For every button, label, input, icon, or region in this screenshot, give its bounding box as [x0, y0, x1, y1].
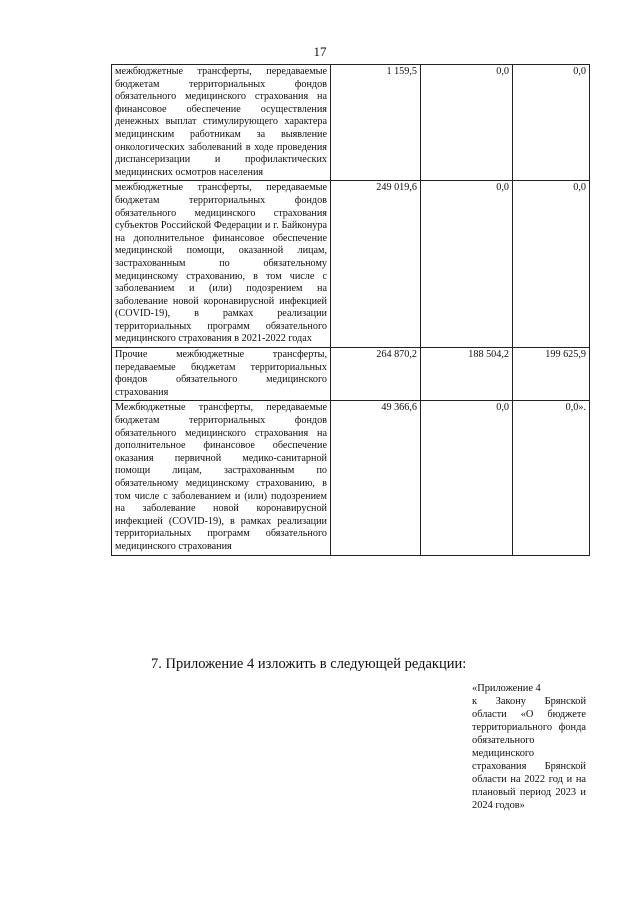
value-2023: 0,0 — [421, 401, 513, 555]
row-description: межбюджетные трансферты, передаваемые бюджетам территориальных фондов обязательного медицинского страхования субъектов Российской Федерации и г. Байконура на дополнительное финансовое обеспечение медицинской помощи, оказанной лицам, застрахованным по обязательному медицинскому страхованию, в том числе с заболеванием и (или) подозрением на заболевание новой коронавирусной инфекцией (COVID-19), в рамках реализации территориальных программ обязательного медицинского страхования в 2021-2022 годах — [112, 181, 331, 348]
value-2022: 249 019,6 — [331, 181, 421, 348]
value-2022: 1 159,5 — [331, 65, 421, 181]
section-heading: 7. Приложение 4 изложить в следующей редакции: — [151, 656, 467, 672]
value-2022: 49 366,6 — [331, 401, 421, 555]
row-description: Прочие межбюджетные трансферты, передаваемые бюджетам территориальных фондов обязательного медицинского страхования — [112, 348, 331, 401]
table-row — [112, 348, 590, 401]
appendix-title: «Приложение 4 — [472, 683, 541, 694]
table-row — [112, 65, 590, 181]
appendix-reference: к Закону Брянской области «О бюджете территориального фонда обязательного медицинского страхования Брянской области на 2022 год и на плановый период 2023 и 2024 годов» — [472, 696, 586, 811]
appendix-note — [472, 682, 586, 812]
table-row — [112, 401, 590, 555]
value-2023: 188 504,2 — [421, 348, 513, 401]
value-2024: 0,0 — [513, 181, 590, 348]
row-description: Межбюджетные трансферты, передаваемые бюджетам территориальных фондов обязательного медицинского страхования на дополнительное финансовое обеспечение оказания первичной медико-санитарной помощи лицам, застрахованным по обязательному медицинскому страхованию, в том числе с заболеванием и (или) подозрением на заболевание новой коронавирусной инфекцией (COVID-19), в рамках реализации территориальных программ обязательного медицинского страхования — [112, 401, 331, 555]
value-2024: 0,0 — [513, 65, 590, 181]
page-number: 17 — [313, 44, 327, 59]
value-2023: 0,0 — [421, 181, 513, 348]
value-2022: 264 870,2 — [331, 348, 421, 401]
value-2024: 199 625,9 — [513, 348, 590, 401]
value-2024: 0,0». — [513, 401, 590, 555]
value-2023: 0,0 — [421, 65, 513, 181]
budget-table — [111, 64, 590, 556]
row-description: межбюджетные трансферты, передаваемые бюджетам территориальных фондов обязательного медицинского страхования на финансовое обеспечение осуществления денежных выплат стимулирующего характера медицинским работникам за выявление онкологических заболеваний в ходе проведения диспансеризации и профилактических медицинских осмотров населения — [112, 65, 331, 181]
table-row — [112, 181, 590, 348]
